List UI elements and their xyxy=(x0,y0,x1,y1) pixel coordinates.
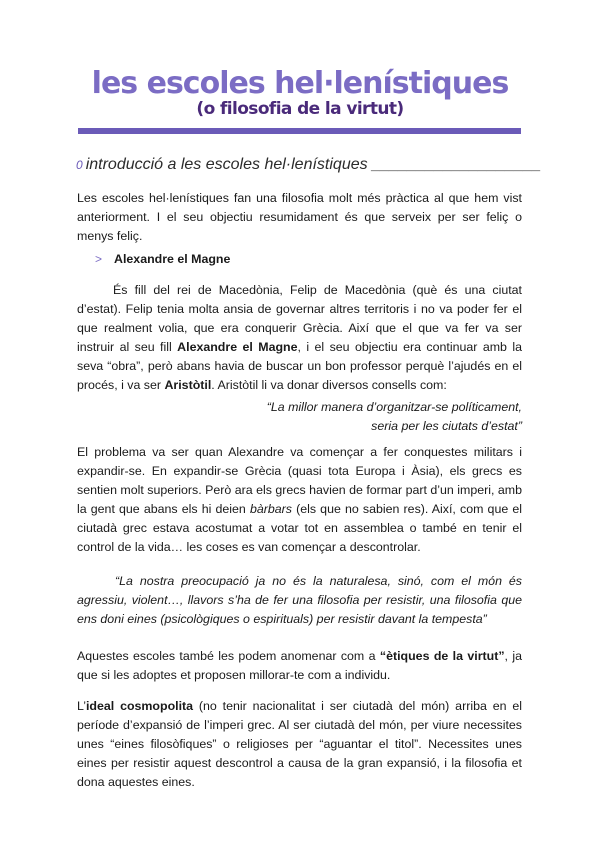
section-heading-text: introducció a les escoles hel·lenístiques xyxy=(85,156,368,173)
quote-line-1: “La millor manera d’organitzar-se políticament, xyxy=(266,400,522,414)
section-heading-underline: ___________________ xyxy=(372,156,542,173)
para3-bold-etiques: “ètiques de la virtut” xyxy=(379,649,505,663)
quote-aristotil xyxy=(77,398,522,436)
document-title: les escoles hel·lenístiques xyxy=(91,66,509,101)
para4-text-1: L’ xyxy=(77,699,86,713)
para1-text-3: . Aristòtil li va donar diversos consells com: xyxy=(211,378,447,392)
para3-text-1: Aquestes escoles també les podem anomenar com a xyxy=(77,649,380,663)
quote-line-2: seria per les ciutats d’estat” xyxy=(371,419,522,433)
title-divider xyxy=(78,128,521,134)
para1-bold-alexandre: Alexandre el Magne xyxy=(177,340,298,354)
para3-text-2: , ja que si les adoptes et proposen millorar-te com a individu. xyxy=(77,649,523,682)
para2-text-1: El problema va ser quan Alexandre va començar a fer conquestes militars i expandir-se. En expandir-se Grècia (quasi tota Europa i Àsia), els grecs es sentien molt superiors. Però ara els grecs havien de formar part d’un imperi, amb la gent que abans els hi deien xyxy=(77,445,522,516)
para1-text-1: És fill del rei de Macedònia, Felip de Macedònia (què és una ciutat d’estat). Felip tenia molta ansia de governar altres territoris i no va poder fer el que realment volia, que era conquerir Grècia. Així que el que va fer va ser instruir al seu fill xyxy=(77,283,522,354)
bullet-label: Alexandre el Magne xyxy=(114,252,231,266)
section-heading xyxy=(76,154,542,176)
paragraph-problem xyxy=(77,443,522,557)
para1-text-2: , i el seu objectiu era continuar amb la seva “obra”, però abans havia de buscar un bon professor perquè l’ajudés en el procés, i va ser xyxy=(77,340,522,392)
para2-italic-barbars: bàrbars xyxy=(249,502,292,516)
quote-resistance: “La nostra preocupació ja no és la naturalesa, sinó, com el món és agressiu, violent…, llavors s’ha de fer una filosofia per resistir, una filosofia que ens doni eines (psicològiques o espirituals) per resistir davant la tempesta” xyxy=(77,574,522,626)
bullet-arrow-icon: > xyxy=(95,252,103,266)
paragraph-etiques xyxy=(77,647,522,685)
section-number: 0 xyxy=(76,158,83,172)
intro-paragraph: Les escoles hel·lenístiques fan una filosofia molt més pràctica al que hem vist anteriorment. I el seu objectiu resumidament és que serveix per ser feliç o menys feliç. xyxy=(77,191,522,243)
bullet-alexandre xyxy=(95,250,230,269)
para4-text-2: (no tenir nacionalitat i ser ciutadà del món) arriba en el període d’expansió de l’imperi grec. Al ser ciutadà del món, per viure necessites unes “eines filosòfiques” o religioses per “aguantar el titol”. Necessites unes eines per resistir aquest descontrol a causa de la gran expansió, i la filosofia et dona aquestes eines. xyxy=(77,699,522,789)
document-subtitle: (o filosofia de la virtut) xyxy=(196,99,404,119)
paragraph-alexandre xyxy=(77,281,522,395)
para1-bold-aristotil: Aristòtil xyxy=(164,378,212,392)
para2-text-2: (els que no sabien res). Així, com que el ciutadà grec estava acostumat a votar tot en assemblea o també en tenir el control de la vida… les coses es van començar a descontrolar. xyxy=(77,502,523,554)
para4-bold-ideal: ideal cosmopolita xyxy=(85,699,194,713)
paragraph-cosmopolita xyxy=(77,697,522,792)
